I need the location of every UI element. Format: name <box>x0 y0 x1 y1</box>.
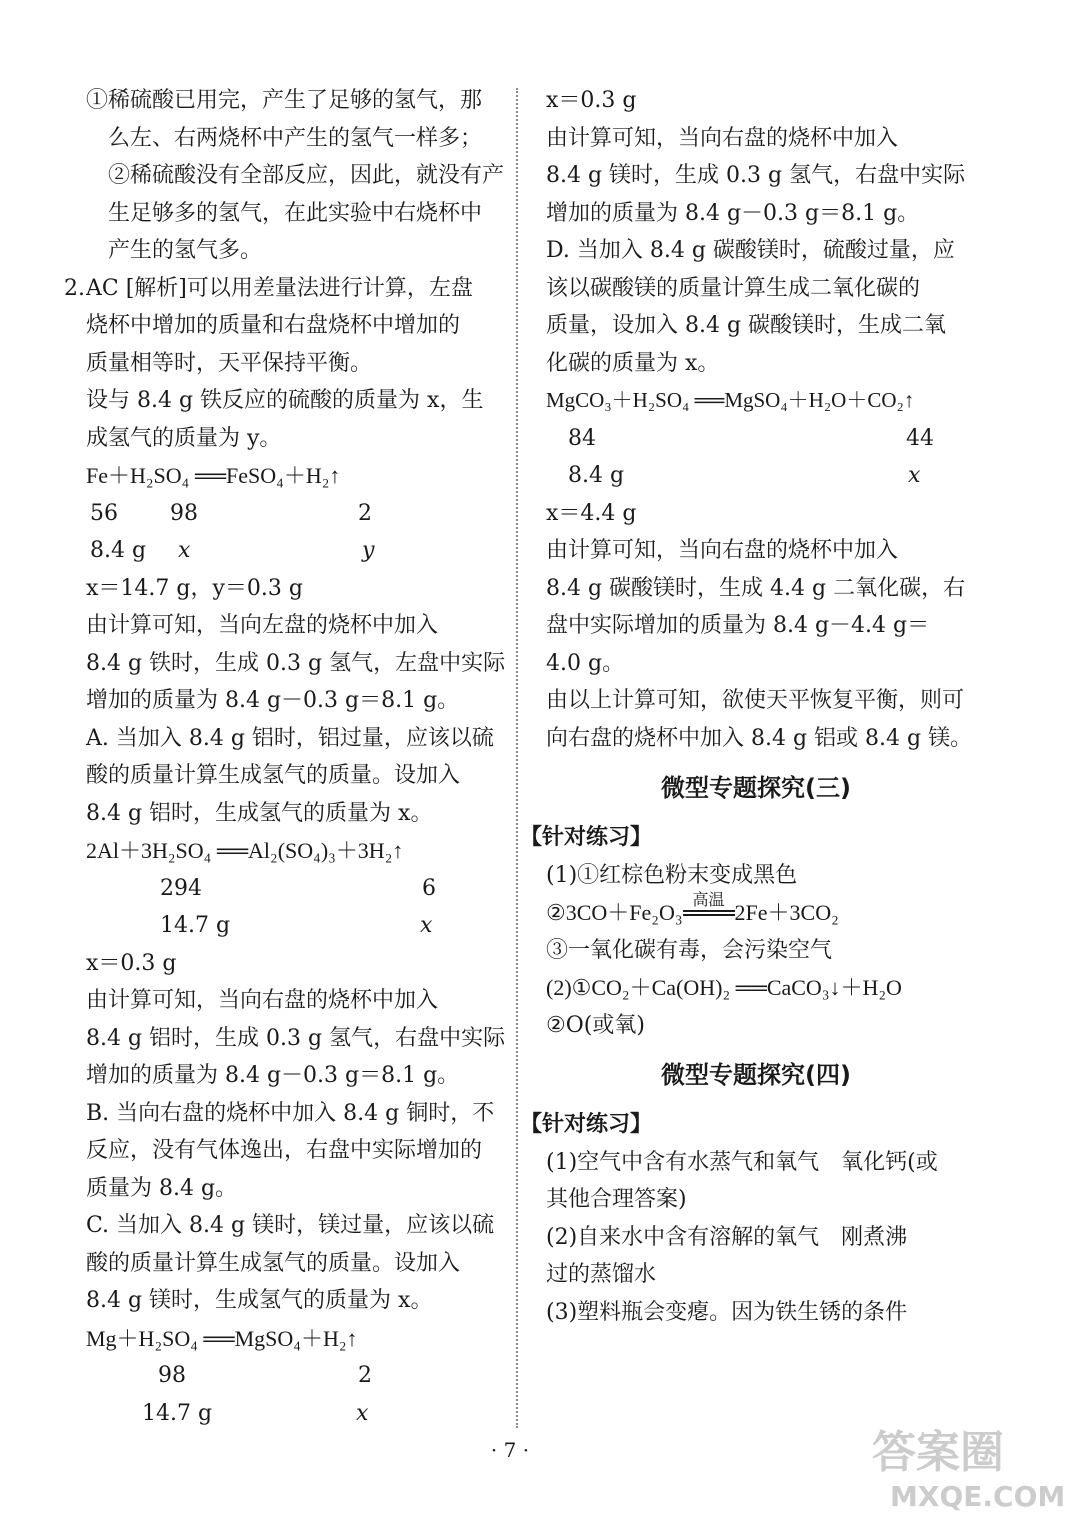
equation-fe-mass <box>86 532 506 570</box>
text-line: 4.0 g。 <box>546 650 625 676</box>
text-line: 8.4 g 铝时，生成 0.3 g 氢气，右盘中实际 <box>86 1025 506 1051</box>
section-title-4: 微型专题探究(四) <box>661 1061 851 1089</box>
answer-line: (3)塑料瓶会变瘪。因为铁生锈的条件 <box>546 1299 908 1325</box>
text-line: 产生的氢气多。 <box>108 238 263 263</box>
equation-fe-ratio <box>86 495 506 533</box>
equation-al-ratio <box>86 870 506 908</box>
ratio-value: 2 <box>358 1363 372 1388</box>
mass-value: x <box>178 538 191 563</box>
result-line: x＝14.7 g，y＝0.3 g <box>86 575 303 601</box>
mass-value: 8.4 g <box>568 463 625 488</box>
equation-al: 2Al＋3H₂SO₄ ══Al₂(SO₄)₃＋3H₂↑ <box>86 838 404 863</box>
text-line: D. 当加入 8.4 g 碳酸镁时，硫酸过量，应 <box>546 238 955 263</box>
ratio-value: 6 <box>422 875 436 901</box>
text-line: 8.4 g 镁时，生成 0.3 g 氢气，右盘中实际 <box>546 163 966 188</box>
text-line: 由计算可知，当向右盘的烧杯中加入 <box>546 125 899 151</box>
condition-text: 高温 <box>692 892 725 909</box>
text-line: C. 当加入 8.4 g 镁时，镁过量，应该以硫 <box>86 1213 495 1238</box>
answer-line: (1)①红棕色粉末变成黑色 <box>546 862 798 888</box>
text-line: 化碳的质量为 x。 <box>546 350 720 376</box>
result-line: x＝0.3 g <box>86 950 177 976</box>
text-line: 质量，设加入 8.4 g 碳酸镁时，生成二氧 <box>546 313 947 338</box>
equation-mg-ratio <box>86 1357 506 1395</box>
ratio-value: 98 <box>158 1363 186 1388</box>
answer-line: ③一氧化碳有毒，会污染空气 <box>546 937 833 963</box>
watermark-main: 答案圈 <box>872 1427 1004 1478</box>
answer-line: (1)空气中含有水蒸气和氧气 氧化钙(或 <box>546 1149 938 1175</box>
equation-mg-mass <box>86 1395 506 1433</box>
text-line: 增加的质量为 8.4 g－0.3 g＝8.1 g。 <box>86 1063 460 1088</box>
practice-heading: 【针对练习】 <box>520 1112 653 1137</box>
equation-mgco3-mass <box>546 457 966 495</box>
text-line: 设与 8.4 g 铁反应的硫酸的质量为 x，生 <box>86 388 484 413</box>
text-line: 8.4 g 铝时，生成氢气的质量为 x。 <box>86 800 433 826</box>
text-line: 8.4 g 碳酸镁时，生成 4.4 g 二氧化碳，右 <box>546 575 966 601</box>
text-line: 质量相等时，天平保持平衡。 <box>86 350 373 376</box>
mass-value: x <box>420 913 433 938</box>
ratio-value: 2 <box>358 500 372 526</box>
equation-mg: Mg＋H₂SO₄ ══MgSO₄＋H₂↑ <box>86 1325 358 1351</box>
text-line: 由计算可知，当向右盘的烧杯中加入 <box>86 988 439 1013</box>
mass-value: x <box>908 463 921 488</box>
equation-al-mass <box>86 907 506 945</box>
column-divider <box>516 88 518 1428</box>
text-line: 增加的质量为 8.4 g－0.3 g＝8.1 g。 <box>546 200 920 226</box>
equation-mgco3: MgCO₃＋H₂SO₄ ══MgSO₄＋H₂O＋CO₂↑ <box>546 388 915 412</box>
text-line: 由计算可知，当向右盘的烧杯中加入 <box>546 538 899 563</box>
text-line: 反应，没有气体逸出，右盘中实际增加的 <box>86 1138 483 1163</box>
equation-mgco3-ratio <box>546 420 966 458</box>
equation-fe: Fe＋H₂SO₄ ══FeSO₄＋H₂↑ <box>86 463 341 488</box>
text-line: 盘中实际增加的质量为 8.4 g－4.4 g＝ <box>546 613 930 638</box>
watermark-sub: MXQE.COM <box>890 1480 1065 1513</box>
text-line: 该以碳酸镁的质量计算生成二氧化碳的 <box>546 275 921 301</box>
right-column <box>520 82 973 1331</box>
section-title-3: 微型专题探究(三) <box>661 774 851 802</box>
mass-value: x <box>356 1400 369 1426</box>
result-line: x＝0.3 g <box>546 88 637 113</box>
result-line: x＝4.4 g <box>546 500 637 526</box>
text-line: AC [解析]可以用差量法进行计算，左盘 <box>86 275 473 301</box>
text-line: 由以上计算可知，欲使天平恢复平衡，则可 <box>546 688 965 713</box>
ratio-value: 44 <box>906 425 934 451</box>
ratio-value: 294 <box>160 875 202 901</box>
equation-part: ②3CO＋Fe₂O₃ <box>546 900 683 925</box>
equation-caco3: (2)①CO₂＋Ca(OH)₂ ══CaCO₃↓＋H₂O <box>546 975 902 1000</box>
ratio-value: 56 <box>90 500 118 526</box>
double-bar <box>683 910 735 916</box>
question-2-first-line <box>64 270 506 308</box>
text-line: ②稀硫酸没有全部反应，因此，就没有产 <box>108 163 505 188</box>
text-line: 质量为 8.4 g。 <box>86 1175 238 1201</box>
text-line: 向右盘的烧杯中加入 8.4 g 铝或 8.4 g 镁。 <box>546 725 973 751</box>
question-number: 2. <box>64 275 85 301</box>
equation-fe2o3 <box>546 894 966 932</box>
text-line: 酸的质量计算生成氢气的质量。设加入 <box>86 1250 461 1276</box>
equation-part: 2Fe＋3CO₂ <box>734 900 839 925</box>
text-line: 生足够多的氢气，在此实验中右烧杯中 <box>108 200 483 226</box>
text-line: 么左、右两烧杯中产生的氢气一样多； <box>108 125 483 151</box>
reaction-condition <box>683 894 735 916</box>
left-column <box>64 82 506 1432</box>
practice-heading: 【针对练习】 <box>520 825 653 850</box>
watermark-logo <box>860 1410 1065 1530</box>
page-number: · 7 · <box>490 1438 530 1462</box>
answer-line: 过的蒸馏水 <box>546 1262 657 1287</box>
text-line: 成氢气的质量为 y。 <box>86 425 282 451</box>
text-line: 8.4 g 铁时，生成 0.3 g 氢气，左盘中实际 <box>86 650 506 676</box>
text-line: ①稀硫酸已用完，产生了足够的氢气，那 <box>86 88 483 113</box>
ratio-value: 98 <box>170 500 198 526</box>
ratio-value: 84 <box>568 425 596 451</box>
answer-line: (2)自来水中含有溶解的氧气 刚煮沸 <box>546 1224 908 1250</box>
mass-value: 14.7 g <box>160 913 231 938</box>
mass-value: y <box>362 538 375 563</box>
text-line: B. 当向右盘的烧杯中加入 8.4 g 铜时，不 <box>86 1100 495 1126</box>
mass-value: 14.7 g <box>142 1400 213 1426</box>
answer-line: ②O(或氧) <box>546 1012 645 1038</box>
text-line: 烧杯中增加的质量和右盘烧杯中增加的 <box>86 313 461 338</box>
answer-line: 其他合理答案) <box>546 1187 687 1212</box>
mass-value: 8.4 g <box>90 538 147 563</box>
text-line: 酸的质量计算生成氢气的质量。设加入 <box>86 763 461 788</box>
text-line: 由计算可知，当向左盘的烧杯中加入 <box>86 613 439 638</box>
text-line: 8.4 g 镁时，生成氢气的质量为 x。 <box>86 1288 433 1313</box>
text-line: 增加的质量为 8.4 g－0.3 g＝8.1 g。 <box>86 688 460 713</box>
text-line: A. 当加入 8.4 g 铝时，铝过量，应该以硫 <box>86 725 494 751</box>
